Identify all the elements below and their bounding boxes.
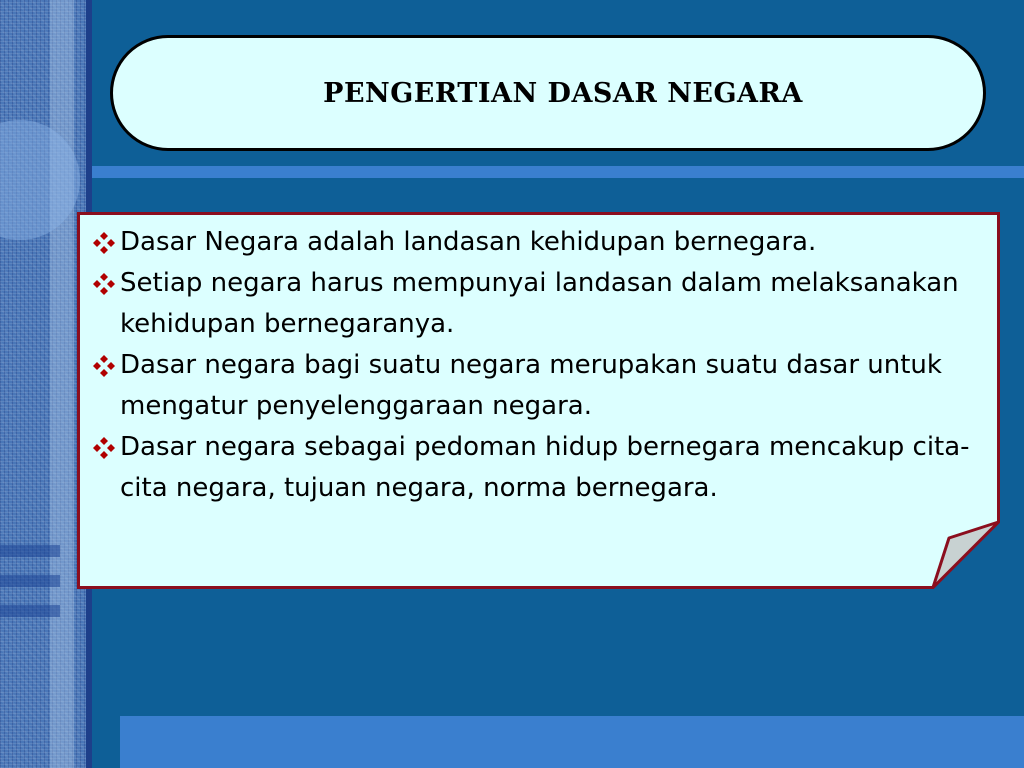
list-item (90, 263, 995, 345)
list-item (90, 427, 995, 509)
four-diamond-bullet-icon (90, 427, 118, 468)
title-pill (110, 35, 986, 151)
bottom-band (120, 716, 1024, 768)
left-decorative-strip (0, 0, 86, 768)
four-diamond-bullet-icon (90, 263, 118, 304)
horizontal-band (92, 166, 1024, 178)
bullet-list (90, 222, 995, 509)
strip-light-band (50, 0, 74, 768)
strip-bar (0, 545, 60, 557)
strip-bar (0, 575, 60, 587)
list-item-text: Dasar Negara adalah landasan kehidupan bernegara. (120, 227, 817, 257)
strip-bar (0, 605, 60, 617)
list-item (90, 222, 995, 263)
slide-title: PENGERTIAN DASAR NEGARA (323, 77, 803, 109)
list-item-text: Dasar negara sebagai pedoman hidup bernegara mencakup cita-cita negara, tujuan negara, norma bernegara. (120, 432, 970, 503)
four-diamond-bullet-icon (90, 222, 118, 263)
list-item-text: Dasar negara bagi suatu negara merupakan suatu dasar untuk mengatur penyelenggaraan negara. (120, 350, 942, 421)
list-item (90, 345, 995, 427)
list-item-text: Setiap negara harus mempunyai landasan dalam melaksanakan kehidupan bernegaranya. (120, 268, 959, 339)
four-diamond-bullet-icon (90, 345, 118, 386)
